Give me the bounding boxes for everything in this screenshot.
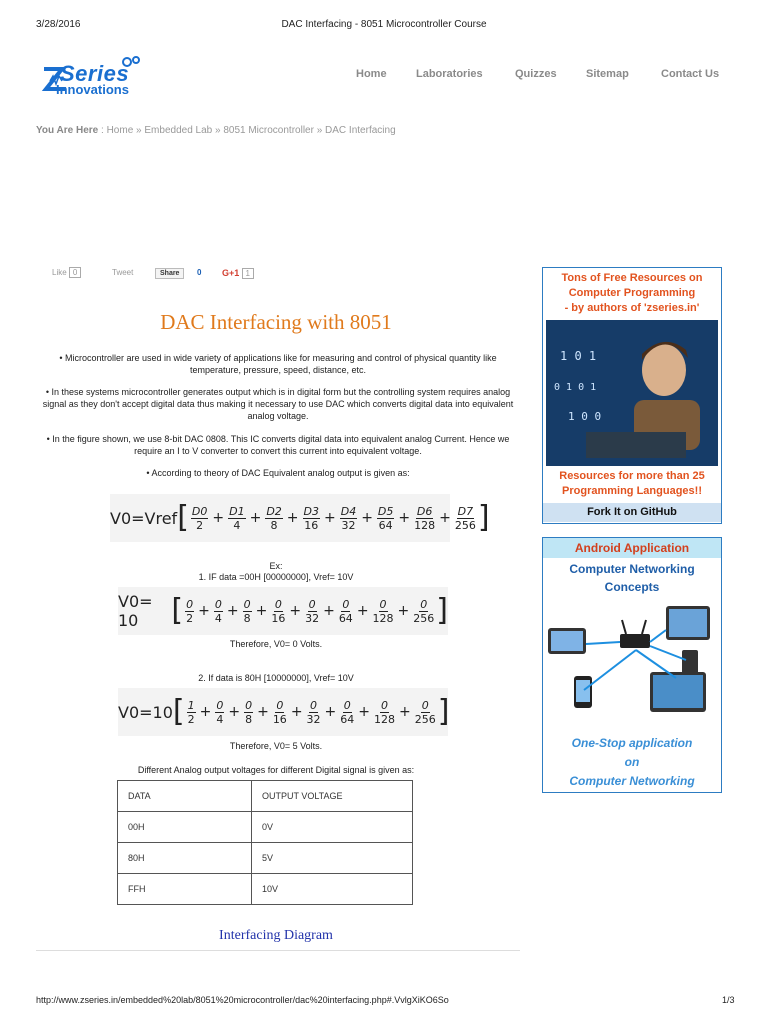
plus-sign: +: [212, 510, 225, 526]
example-label: Ex:: [269, 561, 283, 571]
fraction-denominator: 16: [304, 518, 319, 532]
plus-sign: +: [228, 704, 241, 720]
fraction-denominator: 32: [341, 518, 356, 532]
plus-sign: +: [198, 603, 210, 619]
fraction-denominator: 8: [245, 712, 253, 726]
network-devices-image: [546, 600, 718, 730]
programmer-image: [546, 320, 718, 466]
example-2-label: 2. If data is 80H [10000000], Vref= 10V: [198, 673, 354, 683]
fraction: [305, 598, 319, 625]
fraction: [340, 505, 357, 532]
fraction-denominator: 32: [305, 611, 320, 625]
plus-sign: +: [249, 510, 262, 526]
table-cell: FFH: [118, 874, 252, 905]
ad2-title-line2: Concepts: [604, 580, 660, 594]
share-label: Share: [155, 268, 184, 279]
divider: [36, 950, 520, 951]
google-plus-button[interactable]: [222, 268, 254, 278]
fraction: [374, 699, 395, 726]
fraction-denominator: 32: [306, 712, 321, 726]
ad2-title-line1: Computer Networking: [569, 562, 695, 576]
plus-sign: +: [323, 510, 336, 526]
fraction-denominator: 4: [233, 518, 241, 532]
plus-sign: +: [356, 603, 369, 619]
fraction: [228, 505, 245, 532]
formula-ex1-lhs: V0= 10: [118, 592, 153, 630]
article-title: DAC Interfacing with 8051: [160, 310, 392, 334]
plus-sign: +: [199, 704, 212, 720]
fraction-denominator: 128: [414, 518, 436, 532]
fraction: [273, 699, 287, 726]
ad1-line1: Tons of Free Resources on: [561, 272, 703, 284]
ad1-line2: Computer Programming: [568, 287, 696, 299]
fraction: [377, 505, 394, 532]
gplus-count: 1: [242, 268, 254, 279]
formula-ex1-fractions: [183, 598, 436, 625]
fraction-numerator: D0: [191, 504, 208, 518]
plus-sign: +: [226, 603, 239, 619]
site-logo[interactable]: [40, 55, 165, 100]
plus-sign: +: [289, 603, 302, 619]
bullet-4: • According to theory of DAC Equivalent analog output is given as:: [146, 468, 410, 478]
fraction-denominator: 64: [340, 712, 355, 726]
fraction: [307, 699, 321, 726]
fraction-denominator: 256: [413, 611, 435, 625]
formula-main-lhs: V0=Vref: [110, 508, 178, 528]
plus-sign: +: [324, 704, 337, 720]
example-2-result: Therefore, V0= 5 Volts.: [229, 741, 323, 751]
fraction-numerator: D6: [416, 504, 433, 518]
fraction: [413, 598, 434, 625]
print-date: 3/28/2016: [36, 19, 81, 30]
share-count: 0: [197, 268, 202, 277]
ad1-bottom-line1: Resources for more than 25: [559, 470, 705, 482]
bracket-open: [: [172, 694, 185, 729]
fraction: [185, 598, 194, 625]
example-1-label: 1. IF data =00H [00000000], Vref= 10V: [198, 572, 354, 582]
logo-text-series: Series: [60, 61, 130, 86]
example-1-result: Therefore, V0= 0 Volts.: [229, 639, 323, 649]
fraction-denominator: 256: [414, 712, 436, 726]
interfacing-diagram-heading: Interfacing Diagram: [219, 928, 333, 943]
fraction: [215, 699, 224, 726]
fraction-denominator: 128: [374, 712, 396, 726]
fraction-denominator: 2: [186, 611, 194, 625]
fraction: [243, 598, 252, 625]
plus-sign: +: [257, 704, 269, 720]
like-label: Like: [52, 268, 67, 277]
footer-page-number: 1/3: [722, 995, 735, 1005]
breadcrumb-path[interactable]: : Home » Embedded Lab » 8051 Microcontroller » DAC Interfacing: [101, 125, 396, 136]
fraction-denominator: 8: [270, 518, 278, 532]
bullet-2: • In these systems microcontroller generates output which is in digital form but the controlling system requires analog signal as they don't accept digital data thus making it necessary to use DAC which converts digital data into equivalent analog voltage.: [42, 387, 514, 421]
ad2-banner: Android Application: [543, 538, 721, 558]
table-cell: 5V: [252, 843, 413, 874]
fraction-numerator: 0: [243, 597, 251, 611]
fraction: [187, 699, 196, 726]
share-button[interactable]: [155, 268, 184, 277]
table-header-row: [118, 781, 413, 812]
bracket-close: ]: [436, 593, 448, 628]
bullet-3: • In the figure shown, we use 8-bit DAC 0808. This IC converts digital data into equivalent analog Current. Hence we require an I to V converter to convert this current into equivalent voltage.: [46, 434, 510, 456]
fraction-numerator: 0: [343, 698, 351, 712]
gplus-label: G+1: [222, 268, 240, 278]
nav-laboratories[interactable]: Laboratories: [416, 68, 483, 80]
fraction-numerator: D4: [340, 504, 357, 518]
table-cell: 10V: [252, 874, 413, 905]
fraction-numerator: 0: [381, 698, 389, 712]
fraction: [340, 699, 354, 726]
fraction-numerator: D2: [266, 504, 282, 518]
fraction-numerator: 0: [274, 597, 282, 611]
bracket-open: [: [177, 500, 189, 535]
plus-sign: +: [397, 603, 410, 619]
fraction-numerator: 0: [421, 698, 429, 712]
formula-main: [110, 494, 490, 542]
ad1-line3: - by authors of 'zseries.in': [564, 302, 700, 314]
breadcrumb: [36, 125, 396, 136]
plus-sign: +: [290, 704, 303, 720]
fraction: [303, 505, 320, 532]
nav-home[interactable]: Home: [356, 68, 387, 80]
fraction-numerator: 0: [379, 597, 387, 611]
fraction-numerator: D7: [457, 504, 474, 518]
networking-app-ad[interactable]: [542, 537, 722, 793]
fraction-numerator: D5: [377, 504, 394, 518]
nav-sitemap[interactable]: Sitemap: [586, 68, 629, 80]
table-row: [118, 874, 413, 905]
fraction: [415, 699, 436, 726]
fraction: [265, 505, 282, 532]
output-voltage-table: [117, 780, 413, 905]
fraction: [414, 505, 435, 532]
fraction: [244, 699, 253, 726]
fraction-denominator: 64: [338, 611, 353, 625]
github-resources-ad[interactable]: [542, 267, 722, 524]
fraction-numerator: 0: [308, 597, 316, 611]
footer-url: http://www.zseries.in/embedded%20lab/8051%20microcontroller/dac%20interfacing.php#.VvlgXiKO6So: [36, 995, 449, 1005]
fraction: [214, 598, 223, 625]
plus-sign: +: [286, 510, 299, 526]
svg-text:1 0 0: 1 0 0: [568, 410, 602, 423]
fraction: [339, 598, 353, 625]
fraction: [271, 598, 285, 625]
plus-sign: +: [358, 704, 371, 720]
fraction-denominator: 16: [272, 712, 287, 726]
formula-ex2-lhs: V0=10: [118, 702, 173, 722]
fraction: [191, 505, 208, 532]
fraction-numerator: 0: [245, 698, 253, 712]
table-row: [118, 812, 413, 843]
formula-ex2-fractions: [185, 699, 438, 726]
ad2-tagline1: One-Stop application: [571, 736, 693, 750]
facebook-like[interactable]: [52, 268, 81, 277]
network-devices-illustration: [546, 600, 718, 730]
fraction-denominator: 256: [454, 518, 476, 532]
bracket-open: [: [171, 593, 184, 628]
fraction-denominator: 16: [271, 611, 286, 625]
fraction-numerator: 0: [186, 597, 194, 611]
table-row: [118, 843, 413, 874]
fraction-numerator: 0: [276, 698, 284, 712]
bracket-close: ]: [437, 694, 450, 729]
plus-sign: +: [398, 510, 411, 526]
fraction-numerator: 0: [310, 698, 318, 712]
like-count: 0: [69, 267, 81, 278]
plus-sign: +: [361, 510, 373, 526]
fraction-denominator: 64: [378, 518, 393, 532]
table-cell: 00H: [118, 812, 252, 843]
fraction-denominator: 8: [243, 611, 251, 625]
bullet-1: • Microcontroller are used in wide variety of applications like for measuring and control of physical quantity like temperature, pressure, speed, distance, etc.: [59, 353, 497, 375]
ad2-tagline2: on: [624, 755, 640, 769]
fraction-numerator: 0: [216, 698, 224, 712]
fraction-numerator: 0: [420, 597, 428, 611]
bracket-close: ]: [477, 500, 490, 535]
fraction-denominator: 128: [372, 611, 394, 625]
fraction: [373, 598, 394, 625]
fork-on-github-button[interactable]: Fork It on GitHub: [543, 503, 721, 522]
fraction-numerator: 0: [214, 597, 222, 611]
table-cell: 0V: [252, 812, 413, 843]
ad1-bottom-line2: Programming Languages!!: [562, 485, 702, 497]
fraction-numerator: D3: [303, 504, 319, 518]
formula-example-1: [118, 587, 448, 635]
logo-text-innovations: Innovations: [56, 82, 129, 97]
svg-text:0 1 0 1: 0 1 0 1: [554, 382, 597, 393]
plus-sign: +: [255, 603, 268, 619]
formula-main-fractions: [189, 505, 478, 532]
svg-text:1 0 1: 1 0 1: [560, 349, 597, 363]
ad2-tagline3: Computer Networking: [569, 774, 695, 788]
fraction-denominator: 2: [196, 518, 204, 532]
formula-example-2: [118, 688, 448, 736]
print-title: DAC Interfacing - 8051 Microcontroller Course: [281, 19, 487, 30]
table-cell: 80H: [118, 843, 252, 874]
fraction-denominator: 4: [214, 611, 222, 625]
table-header-output: OUTPUT VOLTAGE: [252, 781, 413, 812]
programmer-illustration: [546, 320, 718, 466]
plus-sign: +: [323, 603, 335, 619]
fraction-numerator: 1: [187, 698, 195, 712]
plus-sign: +: [399, 704, 411, 720]
fraction-denominator: 4: [216, 712, 224, 726]
table-intro: Different Analog output voltages for different Digital signal is given as:: [137, 765, 415, 775]
plus-sign: +: [439, 510, 451, 526]
breadcrumb-label: You Are Here: [36, 125, 99, 136]
fraction-denominator: 2: [187, 712, 195, 726]
fraction-numerator: D1: [229, 504, 245, 518]
nav-contact-us[interactable]: Contact Us: [661, 68, 720, 80]
fraction: [455, 505, 476, 532]
nav-quizzes[interactable]: Quizzes: [515, 68, 557, 80]
table-header-data: DATA: [118, 781, 252, 812]
tweet-button[interactable]: Tweet: [112, 268, 134, 277]
fraction-numerator: 0: [342, 597, 350, 611]
